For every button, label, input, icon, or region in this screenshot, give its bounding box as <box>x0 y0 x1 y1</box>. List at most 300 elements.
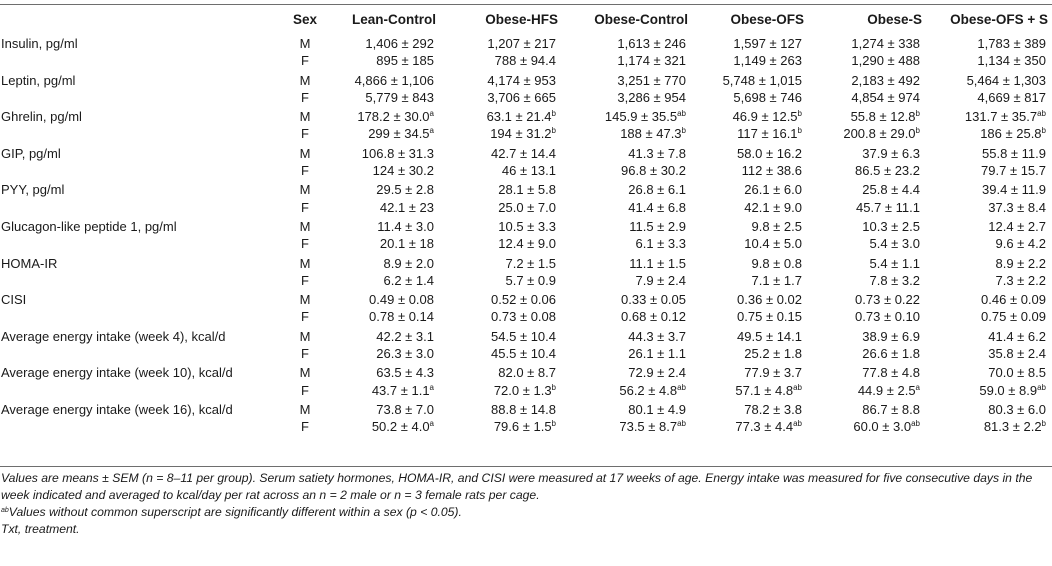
table-row <box>0 89 1052 106</box>
row-label <box>0 418 292 435</box>
cell-value: 7.8 ± 3.2 <box>869 272 920 288</box>
value-cell <box>562 125 692 142</box>
cell-value: 26.1 ± 1.1 <box>628 346 686 362</box>
significance-superscript: ab <box>677 109 686 119</box>
significance-superscript: a <box>429 109 434 119</box>
value-cell <box>562 345 692 362</box>
cell-value: 60.0 ± 3.0 <box>853 419 912 435</box>
sex-cell: M <box>299 109 311 125</box>
value-cell <box>440 289 562 308</box>
value-cell <box>318 345 440 362</box>
table-row <box>0 362 1052 381</box>
value-cell <box>318 418 440 435</box>
value-cell <box>926 345 1052 362</box>
cell-value: 106.8 ± 31.3 <box>361 145 434 161</box>
value-cell <box>808 308 926 325</box>
value-cell <box>692 272 808 289</box>
cell-value: 29.5 ± 2.8 <box>376 182 434 198</box>
value-cell <box>440 418 562 435</box>
cell-value: 5,779 ± 843 <box>365 89 434 105</box>
value-cell <box>318 33 440 52</box>
cell-value: 7.1 ± 1.7 <box>751 272 802 288</box>
value-cell <box>692 308 808 325</box>
value-cell <box>926 89 1052 106</box>
value-cell <box>808 199 926 216</box>
table-row <box>0 399 1052 418</box>
sex-cell: M <box>299 365 311 381</box>
row-label: Insulin, pg/ml <box>1 36 78 51</box>
cell-value: 72.9 ± 2.4 <box>628 365 686 381</box>
significance-superscript: a <box>429 419 434 429</box>
bottom-rule <box>0 466 1052 467</box>
cell-value: 77.8 ± 4.8 <box>862 365 920 381</box>
value-cell <box>692 52 808 69</box>
column-header: Obese-Control <box>594 11 688 27</box>
cell-value: 73.5 ± 8.7 <box>619 419 678 435</box>
significance-superscript: b <box>797 126 802 136</box>
cell-value: 7.2 ± 1.5 <box>505 255 556 271</box>
cell-value: 5.4 ± 1.1 <box>869 255 920 271</box>
value-cell <box>562 179 692 198</box>
row-label: PYY, pg/ml <box>1 182 65 198</box>
cell-value: 25.8 ± 4.4 <box>862 182 920 198</box>
value-cell <box>562 162 692 179</box>
cell-value: 28.1 ± 5.8 <box>498 182 556 198</box>
row-label <box>0 382 292 399</box>
value-cell <box>692 326 808 345</box>
value-cell <box>692 33 808 52</box>
sex-cell: M <box>299 401 311 417</box>
value-cell <box>318 199 440 216</box>
cell-value: 0.73 ± 0.08 <box>491 309 556 325</box>
value-cell <box>692 143 808 162</box>
cell-value: 1,174 ± 321 <box>617 53 686 69</box>
cell-value: 43.7 ± 1.1 <box>371 382 430 398</box>
significance-superscript: ab <box>1037 382 1046 392</box>
cell-value: 1,274 ± 338 <box>851 36 920 51</box>
value-cell <box>926 52 1052 69</box>
cell-value: 3,286 ± 954 <box>617 89 686 105</box>
cell-value: 46.9 ± 12.5 <box>732 109 798 125</box>
sex-cell: F <box>301 419 309 435</box>
value-cell <box>440 70 562 89</box>
cell-value: 5,748 ± 1,015 <box>722 72 802 88</box>
footnote-3: Txt, treatment. <box>1 522 80 536</box>
sex-cell: F <box>301 126 309 142</box>
table-row <box>0 289 1052 308</box>
value-cell <box>692 106 808 125</box>
cell-value: 57.1 ± 4.8 <box>735 382 794 398</box>
value-cell <box>692 89 808 106</box>
row-label: Average energy intake (week 16), kcal/d <box>1 401 233 417</box>
cell-value: 3,251 ± 770 <box>617 72 686 88</box>
value-cell <box>808 179 926 198</box>
row-label <box>0 125 292 142</box>
value-cell <box>318 52 440 69</box>
value-cell <box>926 235 1052 252</box>
value-cell <box>926 272 1052 289</box>
sex-cell: F <box>301 199 309 215</box>
cell-value: 11.1 ± 1.5 <box>629 255 686 271</box>
value-cell <box>440 106 562 125</box>
cell-value: 88.8 ± 14.8 <box>491 401 556 417</box>
value-cell <box>562 33 692 52</box>
table-row <box>0 162 1052 179</box>
sex-cell: F <box>301 309 309 325</box>
sex-cell: M <box>299 218 311 234</box>
cell-value: 9.8 ± 0.8 <box>751 255 802 271</box>
cell-value: 9.6 ± 4.2 <box>995 236 1046 252</box>
value-cell <box>562 272 692 289</box>
row-label <box>0 272 292 289</box>
cell-value: 5.7 ± 0.9 <box>505 272 556 288</box>
cell-value: 3,706 ± 665 <box>487 89 556 105</box>
row-label: Leptin, pg/ml <box>1 72 76 88</box>
cell-value: 10.3 ± 2.5 <box>862 218 920 234</box>
cell-value: 26.6 ± 1.8 <box>862 346 920 362</box>
value-cell <box>562 418 692 435</box>
value-cell <box>318 162 440 179</box>
cell-value: 80.1 ± 4.9 <box>628 401 686 417</box>
footnote-2-text: Values without common superscript are significantly different within a sex (p < 0.05). <box>8 505 462 519</box>
significance-superscript: b <box>915 109 920 119</box>
cell-value: 42.1 ± 9.0 <box>744 199 802 215</box>
footnote-superscript: ab <box>1 507 9 514</box>
value-cell <box>440 272 562 289</box>
row-label <box>0 235 292 252</box>
cell-value: 11.5 ± 2.9 <box>629 218 686 234</box>
cell-value: 54.5 ± 10.4 <box>491 328 556 344</box>
cell-value: 63.5 ± 4.3 <box>376 365 434 381</box>
value-cell <box>440 33 562 52</box>
table-row <box>0 235 1052 252</box>
value-cell <box>692 70 808 89</box>
cell-value: 895 ± 185 <box>376 53 434 69</box>
value-cell <box>562 308 692 325</box>
sex-cell: F <box>301 346 309 362</box>
significance-superscript: b <box>915 126 920 136</box>
cell-value: 6.1 ± 3.3 <box>635 236 686 252</box>
significance-superscript: ab <box>1037 109 1046 119</box>
significance-superscript: ab <box>793 382 802 392</box>
value-cell <box>808 143 926 162</box>
value-cell <box>440 399 562 418</box>
cell-value: 42.1 ± 23 <box>379 199 434 215</box>
value-cell <box>318 308 440 325</box>
value-cell <box>692 399 808 418</box>
cell-value: 0.78 ± 0.14 <box>369 309 434 325</box>
value-cell <box>440 199 562 216</box>
value-cell <box>440 235 562 252</box>
value-cell <box>926 308 1052 325</box>
cell-value: 7.9 ± 2.4 <box>635 272 686 288</box>
value-cell <box>562 399 692 418</box>
cell-value: 45.5 ± 10.4 <box>491 346 556 362</box>
sex-cell: M <box>299 255 311 271</box>
cell-value: 178.2 ± 30.0 <box>357 109 430 125</box>
value-cell <box>562 199 692 216</box>
table-row <box>0 125 1052 142</box>
cell-value: 46 ± 13.1 <box>501 163 556 179</box>
value-cell <box>926 33 1052 52</box>
sex-cell: F <box>301 236 309 252</box>
cell-value: 0.52 ± 0.06 <box>491 292 556 308</box>
cell-value: 10.4 ± 5.0 <box>744 236 802 252</box>
significance-superscript: b <box>551 419 556 429</box>
value-cell <box>692 216 808 235</box>
cell-value: 124 ± 30.2 <box>372 163 434 179</box>
cell-value: 41.3 ± 7.8 <box>628 145 686 161</box>
table-row <box>0 382 1052 399</box>
cell-value: 1,406 ± 292 <box>365 36 434 51</box>
value-cell <box>808 52 926 69</box>
cell-value: 45.7 ± 11.1 <box>856 199 920 215</box>
value-cell <box>318 235 440 252</box>
value-cell <box>808 345 926 362</box>
sex-cell: M <box>299 145 311 161</box>
table-row <box>0 143 1052 162</box>
value-cell <box>692 345 808 362</box>
value-cell <box>808 235 926 252</box>
cell-value: 44.9 ± 2.5 <box>857 382 916 398</box>
row-label: Average energy intake (week 10), kcal/d <box>1 365 233 381</box>
significance-superscript: b <box>551 126 556 136</box>
cell-value: 77.9 ± 3.7 <box>744 365 802 381</box>
value-cell <box>926 143 1052 162</box>
cell-value: 70.0 ± 8.5 <box>988 365 1046 381</box>
sex-cell: M <box>299 292 311 308</box>
column-header: Obese-S <box>867 11 922 27</box>
value-cell <box>808 418 926 435</box>
value-cell <box>318 179 440 198</box>
value-cell <box>926 362 1052 381</box>
value-cell <box>692 162 808 179</box>
table-row <box>0 418 1052 435</box>
row-label: Average energy intake (week 4), kcal/d <box>1 328 226 344</box>
footnote-1: Values are means ± SEM (n = 8–11 per group). Serum satiety hormones, HOMA-IR, and CISI were measured at 17 weeks of age. Energy intake was measured for five consecutive days in the week indicated and averaged to kcal/day per rat across an n = 2 male or n = 3 female rats per cage. <box>1 471 1033 502</box>
significance-superscript: b <box>551 382 556 392</box>
cell-value: 55.8 ± 11.9 <box>982 145 1046 161</box>
value-cell <box>692 199 808 216</box>
cell-value: 1,290 ± 488 <box>851 53 920 69</box>
cell-value: 5,698 ± 746 <box>733 89 802 105</box>
value-cell <box>692 289 808 308</box>
value-cell <box>562 326 692 345</box>
cell-value: 12.4 ± 9.0 <box>498 236 556 252</box>
value-cell <box>926 125 1052 142</box>
value-cell <box>926 399 1052 418</box>
table-row <box>0 106 1052 125</box>
table-row <box>0 308 1052 325</box>
cell-value: 42.7 ± 14.4 <box>491 145 556 161</box>
value-cell <box>808 362 926 381</box>
cell-value: 38.9 ± 6.9 <box>862 328 920 344</box>
cell-value: 63.1 ± 21.4 <box>486 109 552 125</box>
value-cell <box>926 199 1052 216</box>
row-label <box>0 308 292 325</box>
cell-value: 4,669 ± 817 <box>977 89 1046 105</box>
value-cell <box>440 216 562 235</box>
cell-value: 1,207 ± 217 <box>487 36 556 51</box>
significance-superscript: ab <box>911 419 920 429</box>
cell-value: 4,854 ± 974 <box>851 89 920 105</box>
cell-value: 12.4 ± 2.7 <box>988 218 1046 234</box>
table-row <box>0 199 1052 216</box>
cell-value: 86.5 ± 23.2 <box>855 163 920 179</box>
value-cell <box>440 345 562 362</box>
row-label <box>0 345 292 362</box>
value-cell <box>440 125 562 142</box>
cell-value: 788 ± 94.4 <box>494 53 556 69</box>
value-cell <box>808 70 926 89</box>
cell-value: 5.4 ± 3.0 <box>869 236 920 252</box>
cell-value: 59.0 ± 8.9 <box>979 382 1038 398</box>
value-cell <box>318 289 440 308</box>
cell-value: 42.2 ± 3.1 <box>376 328 434 344</box>
value-cell <box>318 253 440 272</box>
cell-value: 1,149 ± 263 <box>733 53 802 69</box>
cell-value: 9.8 ± 2.5 <box>751 218 802 234</box>
value-cell <box>692 253 808 272</box>
cell-value: 1,134 ± 350 <box>977 53 1046 69</box>
value-cell <box>562 253 692 272</box>
value-cell <box>440 362 562 381</box>
value-cell <box>926 418 1052 435</box>
cell-value: 26.3 ± 3.0 <box>376 346 434 362</box>
cell-value: 4,174 ± 953 <box>487 72 556 88</box>
value-cell <box>562 289 692 308</box>
cell-value: 41.4 ± 6.2 <box>988 328 1046 344</box>
cell-value: 58.0 ± 16.2 <box>737 145 802 161</box>
significance-superscript: ab <box>677 382 686 392</box>
value-cell <box>318 326 440 345</box>
cell-value: 41.4 ± 6.8 <box>628 199 686 215</box>
cell-value: 194 ± 31.2 <box>490 126 552 142</box>
cell-value: 26.8 ± 6.1 <box>628 182 686 198</box>
cell-value: 82.0 ± 8.7 <box>498 365 556 381</box>
value-cell <box>562 235 692 252</box>
value-cell <box>440 89 562 106</box>
value-cell <box>562 216 692 235</box>
header-row <box>0 5 1052 33</box>
cell-value: 0.46 ± 0.09 <box>981 292 1046 308</box>
value-cell <box>926 179 1052 198</box>
row-label: GIP, pg/ml <box>1 145 61 161</box>
cell-value: 81.3 ± 2.2 <box>983 419 1042 435</box>
cell-value: 8.9 ± 2.2 <box>995 255 1046 271</box>
cell-value: 1,597 ± 127 <box>733 36 802 51</box>
table-row <box>0 345 1052 362</box>
value-cell <box>318 143 440 162</box>
value-cell <box>318 216 440 235</box>
cell-value: 0.68 ± 0.12 <box>621 309 686 325</box>
data-table <box>0 5 1052 436</box>
value-cell <box>808 272 926 289</box>
value-cell <box>808 289 926 308</box>
value-cell <box>808 33 926 52</box>
sex-cell: M <box>299 328 311 344</box>
cell-value: 79.7 ± 15.7 <box>981 163 1046 179</box>
cell-value: 77.3 ± 4.4 <box>735 419 794 435</box>
value-cell <box>926 106 1052 125</box>
value-cell <box>926 70 1052 89</box>
cell-value: 2,183 ± 492 <box>851 72 920 88</box>
cell-value: 86.7 ± 8.8 <box>862 401 920 417</box>
value-cell <box>808 125 926 142</box>
cell-value: 112 ± 38.6 <box>741 163 802 179</box>
row-label: CISI <box>1 292 27 308</box>
cell-value: 0.49 ± 0.08 <box>369 292 434 308</box>
value-cell <box>692 382 808 399</box>
cell-value: 11.4 ± 3.0 <box>377 218 434 234</box>
value-cell <box>440 143 562 162</box>
value-cell <box>692 125 808 142</box>
row-label: HOMA-IR <box>1 255 58 271</box>
row-label <box>0 199 292 216</box>
cell-value: 37.3 ± 8.4 <box>988 199 1046 215</box>
cell-value: 7.3 ± 2.2 <box>995 272 1046 288</box>
value-cell <box>318 125 440 142</box>
table-row <box>0 253 1052 272</box>
cell-value: 0.75 ± 0.15 <box>737 309 802 325</box>
value-cell <box>808 106 926 125</box>
cell-value: 80.3 ± 6.0 <box>988 401 1046 417</box>
significance-superscript: ab <box>677 419 686 429</box>
value-cell <box>926 326 1052 345</box>
table-row <box>0 326 1052 345</box>
value-cell <box>440 162 562 179</box>
value-cell <box>562 89 692 106</box>
cell-value: 20.1 ± 18 <box>379 236 434 252</box>
cell-value: 299 ± 34.5 <box>368 126 430 142</box>
significance-superscript: ab <box>793 419 802 429</box>
value-cell <box>808 89 926 106</box>
value-cell <box>440 308 562 325</box>
cell-value: 50.2 ± 4.0 <box>371 419 430 435</box>
column-header: Sex <box>292 11 318 27</box>
significance-superscript: b <box>1041 419 1046 429</box>
cell-value: 6.2 ± 1.4 <box>383 272 434 288</box>
cell-value: 55.8 ± 12.8 <box>850 109 916 125</box>
value-cell <box>926 253 1052 272</box>
value-cell <box>926 162 1052 179</box>
value-cell <box>440 382 562 399</box>
cell-value: 25.0 ± 7.0 <box>498 199 556 215</box>
cell-value: 8.9 ± 2.0 <box>383 255 434 271</box>
cell-value: 0.75 ± 0.09 <box>981 309 1046 325</box>
value-cell <box>692 179 808 198</box>
cell-value: 1,613 ± 246 <box>617 36 686 51</box>
significance-superscript: a <box>915 382 920 392</box>
cell-value: 0.36 ± 0.02 <box>737 292 802 308</box>
cell-value: 0.73 ± 0.22 <box>855 292 920 308</box>
sex-cell: F <box>301 163 309 179</box>
value-cell <box>692 418 808 435</box>
sex-cell: F <box>301 272 309 288</box>
column-header <box>0 5 292 33</box>
value-cell <box>808 382 926 399</box>
value-cell <box>562 106 692 125</box>
cell-value: 79.6 ± 1.5 <box>493 419 552 435</box>
cell-value: 49.5 ± 14.1 <box>737 328 802 344</box>
column-header: Obese-OFS <box>730 11 804 27</box>
value-cell <box>692 235 808 252</box>
value-cell <box>318 362 440 381</box>
cell-value: 96.8 ± 30.2 <box>621 163 686 179</box>
table-row <box>0 179 1052 198</box>
significance-superscript: a <box>429 126 434 136</box>
footnote-2 <box>1 504 1049 521</box>
